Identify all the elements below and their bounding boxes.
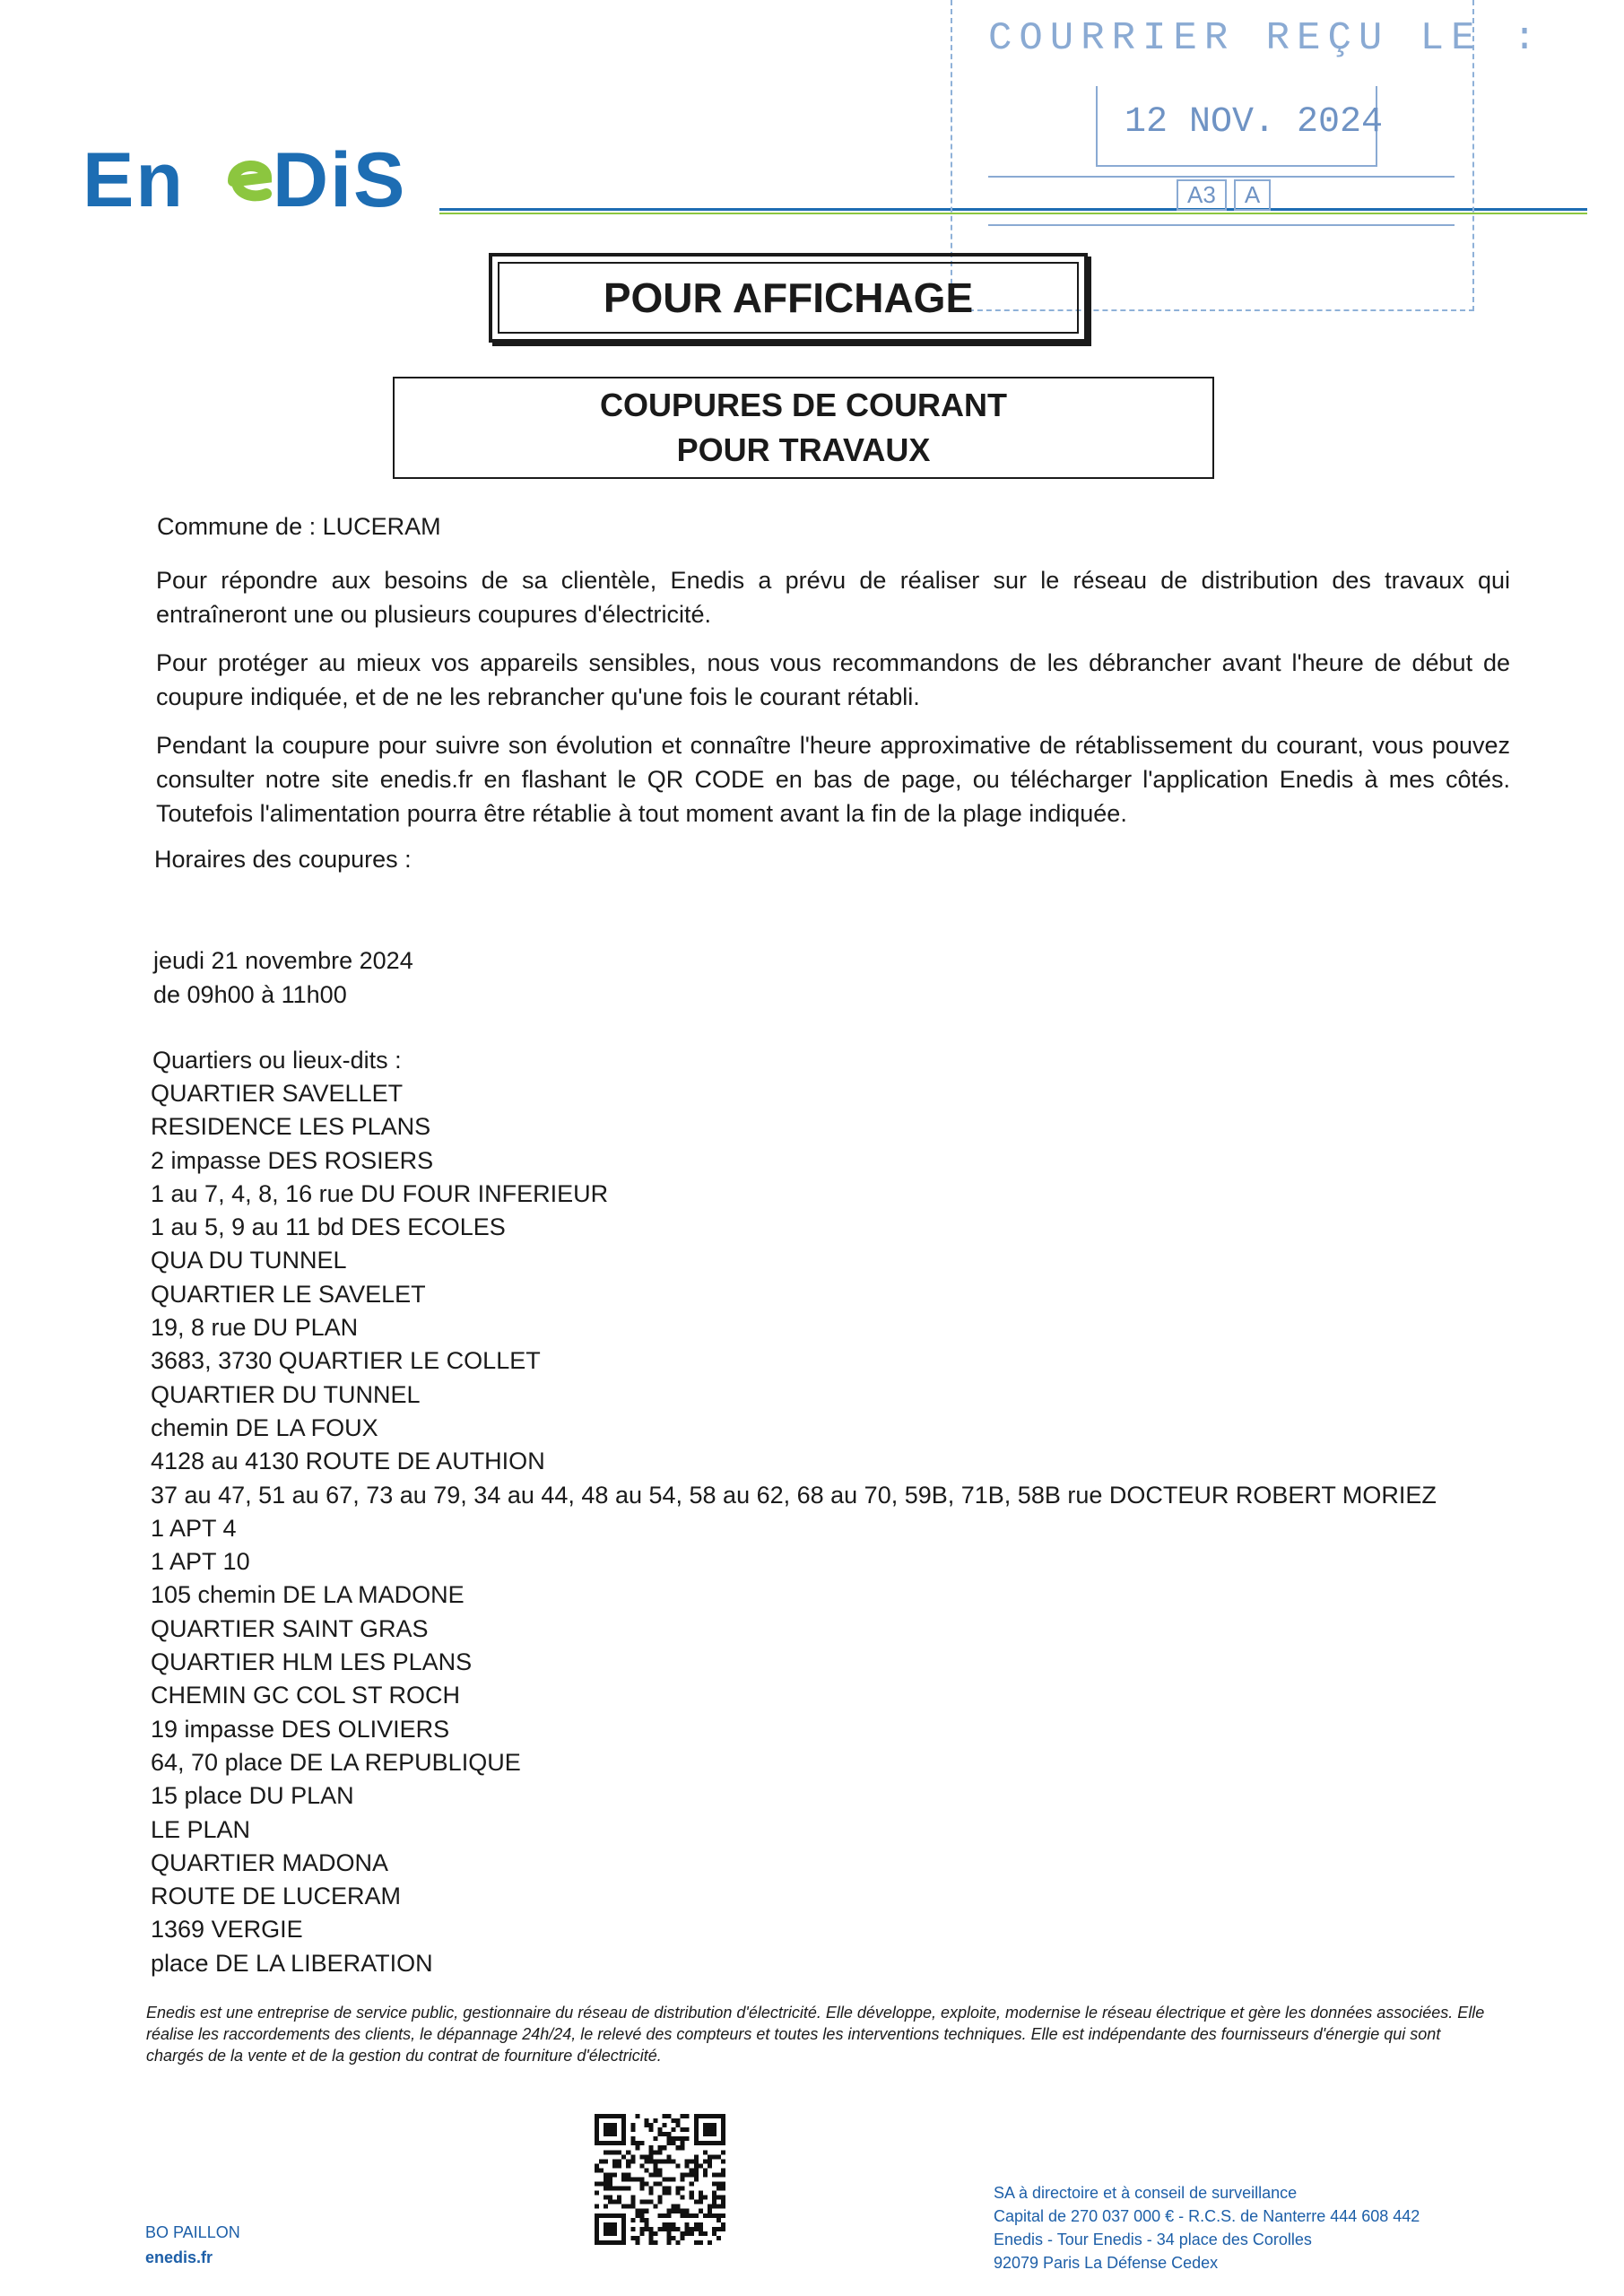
enedis-logo bbox=[83, 135, 441, 224]
subtitle-line: COUPURES DE COURANT bbox=[599, 387, 1008, 423]
title-box bbox=[489, 253, 1088, 343]
outage-date: jeudi 21 novembre 2024 bbox=[153, 947, 413, 974]
location-item: 64, 70 place DE LA REPUBLIQUE bbox=[151, 1748, 521, 1776]
footer-website-link[interactable]: enedis.fr bbox=[145, 2248, 213, 2266]
stamp-divider bbox=[988, 176, 1455, 178]
location-item: CHEMIN GC COL ST ROCH bbox=[151, 1682, 461, 1709]
outage-time: de 09h00 à 11h00 bbox=[153, 981, 347, 1008]
footer-company-line: Enedis - Tour Enedis - 34 place des Corolles bbox=[994, 2231, 1312, 2248]
locations-label: Quartiers ou lieux-dits : bbox=[152, 1047, 402, 1074]
location-item: QUARTIER HLM LES PLANS bbox=[151, 1648, 473, 1676]
footer-right bbox=[994, 2181, 1420, 2274]
schedule-label: Horaires des coupures : bbox=[154, 846, 412, 873]
qr-finder-pattern bbox=[694, 2114, 725, 2145]
qr-code[interactable] bbox=[595, 2114, 725, 2245]
qr-finder-pattern bbox=[595, 2114, 626, 2145]
footer-company-line: Capital de 270 037 000 € - R.C.S. de Nanterre 444 608 442 bbox=[994, 2207, 1420, 2225]
page-title: POUR AFFICHAGE bbox=[603, 274, 974, 321]
location-item: chemin DE LA FOUX bbox=[151, 1413, 378, 1441]
stamp-cell: A bbox=[1234, 179, 1271, 211]
location-item: 1 au 7, 4, 8, 16 rue DU FOUR INFERIEUR bbox=[151, 1179, 609, 1207]
page-subtitle bbox=[395, 383, 1212, 473]
stamp-cells bbox=[1177, 179, 1278, 211]
location-item: QUARTIER LE SAVELET bbox=[151, 1280, 426, 1308]
location-item: 3683, 3730 QUARTIER LE COLLET bbox=[151, 1347, 541, 1375]
svg-text:En: En bbox=[83, 137, 185, 223]
location-item: 2 impasse DES ROSIERS bbox=[151, 1146, 434, 1174]
footer-company-line: SA à directoire et à conseil de surveillance bbox=[994, 2184, 1298, 2202]
logo-green-e bbox=[233, 166, 266, 196]
commune-line: Commune de : LUCERAM bbox=[157, 513, 441, 540]
stamp-divider bbox=[988, 224, 1455, 226]
locations-list bbox=[151, 1077, 1437, 1980]
footer-agency: BO PAILLON bbox=[145, 2223, 240, 2241]
location-item: 37 au 47, 51 au 67, 73 au 79, 34 au 44, 48 au 54, 58 au 62, 68 au 70, 59B, 71B, 58B rue DOCTEUR ROBERT MORIEZ bbox=[151, 1481, 1437, 1509]
subtitle-line: POUR TRAVAUX bbox=[676, 431, 931, 468]
stamp-title: COURRIER REÇU LE : bbox=[988, 16, 1544, 61]
stamp-date: 12 NOV. 2024 bbox=[1125, 102, 1384, 143]
stamp-date-box bbox=[1096, 86, 1384, 167]
location-item: QUARTIER SAINT GRAS bbox=[151, 1614, 429, 1642]
location-item: RESIDENCE LES PLANS bbox=[151, 1113, 431, 1141]
paragraph-intro: Pour répondre aux besoins de sa clientèle, Enedis a prévu de réaliser sur le réseau de distribution des travaux qui entraîneront une ou plusieurs coupures d'électricité. bbox=[156, 567, 1510, 628]
footer-company-line: 92079 Paris La Défense Cedex bbox=[994, 2254, 1219, 2272]
location-item: 15 place DU PLAN bbox=[151, 1782, 354, 1810]
location-item: 1369 VERGIE bbox=[151, 1916, 303, 1944]
legal-notice: Enedis est une entreprise de service public, gestionnaire du réseau de distribution d'électricité. Elle développe, exploite, modernise le réseau électrique et gère les données associées. Elle réalise les raccordements des clients, le dépannage 24h/24, le relevé des compteurs et toutes les interventions techniques. Elle est indépendante des fournisseurs d'énergie qui sont chargés de la vente et de la gestion du contrat de fourniture d'électricité. bbox=[146, 2004, 1485, 2065]
location-item: 105 chemin DE LA MADONE bbox=[151, 1581, 465, 1609]
location-item: 1 APT 4 bbox=[151, 1514, 237, 1542]
location-item: QUARTIER MADONA bbox=[151, 1848, 389, 1876]
svg-text:DiS: DiS bbox=[273, 137, 407, 223]
subtitle-box bbox=[393, 377, 1214, 479]
location-item: 19 impasse DES OLIVIERS bbox=[151, 1715, 450, 1743]
location-item: 4128 au 4130 ROUTE DE AUTHION bbox=[151, 1448, 545, 1475]
qr-finder-pattern bbox=[595, 2213, 626, 2245]
paragraph-tracking: Pendant la coupure pour suivre son évolution et connaître l'heure approximative de rétablissement du courant, vous pouvez consulter notre site enedis.fr en flashant le QR CODE en bas de page, ou télécharger l'application Enedis à mes côtés. Toutefois l'alimentation pourra être rétablie à tout moment avant la fin de la plage indiquée. bbox=[156, 732, 1510, 827]
location-item: 1 APT 10 bbox=[151, 1548, 250, 1576]
location-item: QUARTIER SAVELLET bbox=[151, 1080, 404, 1107]
location-item: ROUTE DE LUCERAM bbox=[151, 1883, 402, 1910]
location-item: 19, 8 rue DU PLAN bbox=[151, 1314, 359, 1342]
stamp-cell: A3 bbox=[1177, 179, 1227, 211]
paragraph-advice: Pour protéger au mieux vos appareils sensibles, nous vous recommandons de les débrancher avant l'heure de début de coupure indiquée, et de ne les rebrancher qu'une fois le courant rétabli. bbox=[156, 649, 1510, 710]
location-item: LE PLAN bbox=[151, 1815, 251, 1843]
location-item: QUARTIER DU TUNNEL bbox=[151, 1380, 421, 1408]
location-item: QUA DU TUNNEL bbox=[151, 1247, 347, 1274]
location-item: 1 au 5, 9 au 11 bd DES ECOLES bbox=[151, 1213, 506, 1241]
footer-left bbox=[145, 2220, 240, 2270]
location-item: place DE LA LIBERATION bbox=[151, 1949, 433, 1977]
